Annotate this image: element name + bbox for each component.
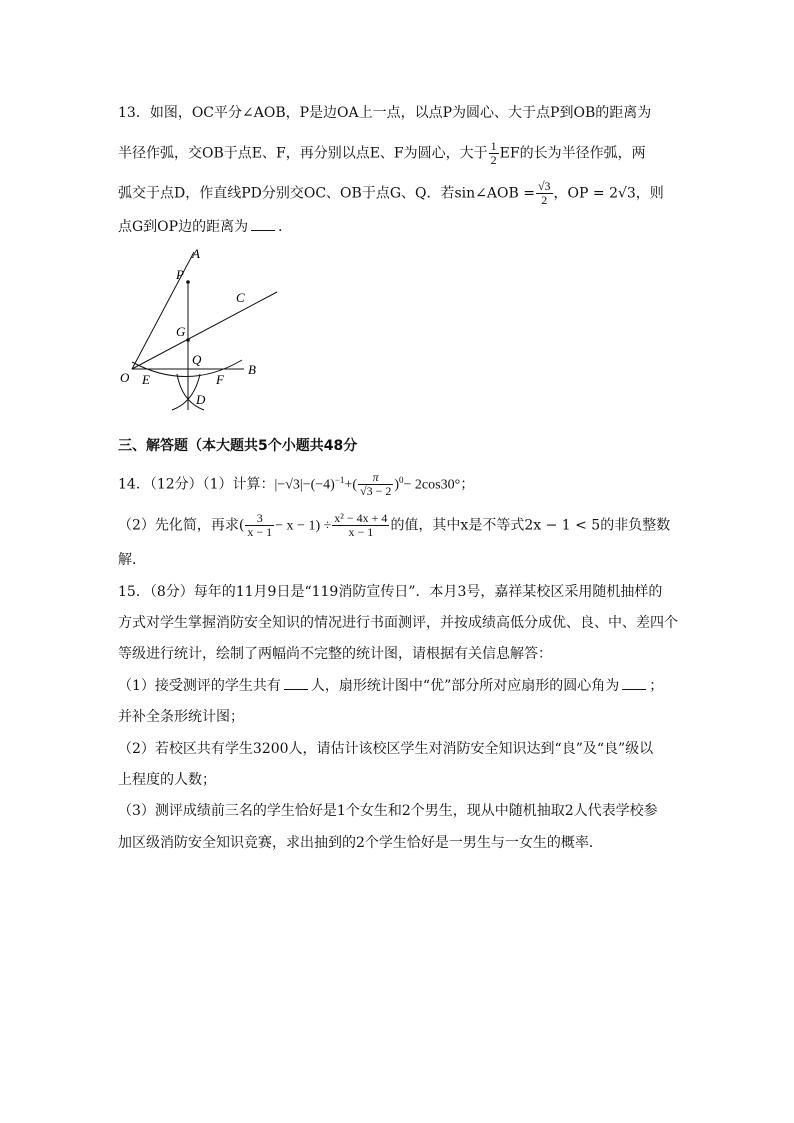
q15-part1-line-1 [118,676,663,696]
q14-expr-d: − 2cos30°； [403,477,475,493]
sin-denominator: 2 [541,193,548,207]
q15-line-2: 方式对学生掌握消防安全知识的情况进行书面测评，并按成绩高低分成优、良、中、差四个 [118,615,678,631]
answer-blank [251,218,275,231]
label-c: C [236,290,245,305]
label-d: D [196,392,206,407]
q14-part2-b: 的值，其中x是不等式2x − 1 < 5的非负整数 [390,517,671,534]
label-g: G [176,324,186,339]
q14-expr-c: ) [394,477,400,493]
q13-text-1: 如图，OC平分∠AOB，P是边OA上一点，以点P为圆心、大于点P到OB的距离为 [149,105,652,121]
q14-line-1 [118,470,474,498]
half-denominator: 2 [490,153,497,167]
p2-fraction-1 [245,512,274,539]
q13-number: 13． [118,105,150,121]
q15-line-1: 15．（8分）每年的11月9日是“119消防宣传日”．本月3号，嘉祥某校区采用随机抽样的 [118,584,663,600]
q14-expr-b: +( [344,477,357,493]
q13-text-4: 点G到OP边的距离为 [118,219,249,235]
label-a: A [192,246,200,261]
q15-line-3: 等级进行统计，绘制了两幅尚不完整的统计图，请根据有关信息解答： [118,646,552,662]
q14-part2-mid: − x − 1) ÷ [275,518,332,534]
q15-part2-line-2: 上程度的人数； [118,772,216,788]
q14-expr-a: |−√3|−(−4) [274,477,335,493]
q15-part3-line-2: 加区级消防安全知识竞赛，求出抽到的2个学生恰好是一男生与一女生的概率． [118,835,603,851]
q14-exp-a: −1 [334,475,345,485]
q13-line-3 [118,180,664,207]
q13-text-4-end: ． [278,219,293,235]
label-q: Q [192,352,202,367]
q14-part2-a: （2）先化简，再求( [118,517,245,534]
p2-numerator-2: x² − 4x + 4 [334,511,388,525]
label-b: B [248,362,256,377]
sin-numerator: √3 [537,179,551,193]
half-numerator: 1 [490,139,497,153]
q13-text-2: 半径作弧，交OB于点E、F，再分别以点E、F为圆心，大于 [118,145,488,162]
label-p: P [176,267,184,282]
pi-fraction [358,471,393,498]
geometry-figure [112,242,282,417]
label-o: O [120,370,130,385]
ray-oc [132,292,277,369]
point-g [186,338,190,342]
p2-fraction-2 [332,512,389,539]
q13-line-2 [118,140,646,167]
q15-p1-b: 人，扇形统计图中“优”部分所对应扇形的圆心角为 [310,678,620,694]
q13-line-1 [118,103,651,123]
q13-line-4 [118,217,292,237]
q14-exp-c: 0 [399,475,404,485]
q13-text-3a: 弧交于点D，作直线PD分别交OC、OB于点G、Q．若sin∠AOB = [118,185,535,202]
half-fraction [489,140,499,167]
label-f: F [216,372,224,387]
point-p [186,280,190,284]
p2-numerator-1: 3 [245,512,274,526]
p2-denominator-2: x − 1 [348,525,374,539]
q15-p1-c: ； [649,678,664,694]
q15-p1-a: （1）接受测评的学生共有 [118,678,281,694]
section-3-title: 三、解答题（本大题共5个小题共48分 [118,438,358,454]
ray-oa [132,252,194,369]
label-e: E [142,372,150,387]
q15-part1-line-2: 并补全条形统计图； [118,709,244,725]
p1-blank-2 [622,677,646,690]
q15-part2-line-1: （2）若校区共有学生3200人，请估计该校区学生对消防安全知识达到“良”及“良”级以 [118,741,654,757]
p1-blank-1 [284,677,308,690]
q15-part3-line-1: （3）测评成绩前三名的学生恰好是1个女生和2个男生，现从中随机抽取2人代表学校参 [118,803,658,819]
sin-fraction [536,180,553,207]
q14-number: 14．（12分）（1）计算： [118,476,275,493]
pi-denominator: √3 − 2 [360,484,392,499]
q13-text-2-tail: EF的长为半径作弧，两 [499,145,646,162]
p2-denominator-1: x − 1 [247,525,273,539]
q14-line-3: 解． [118,552,146,568]
pi-numerator: π [358,471,393,485]
q13-text-3b: ，OP = 2√3，则 [553,185,664,202]
q14-line-2 [118,512,670,539]
